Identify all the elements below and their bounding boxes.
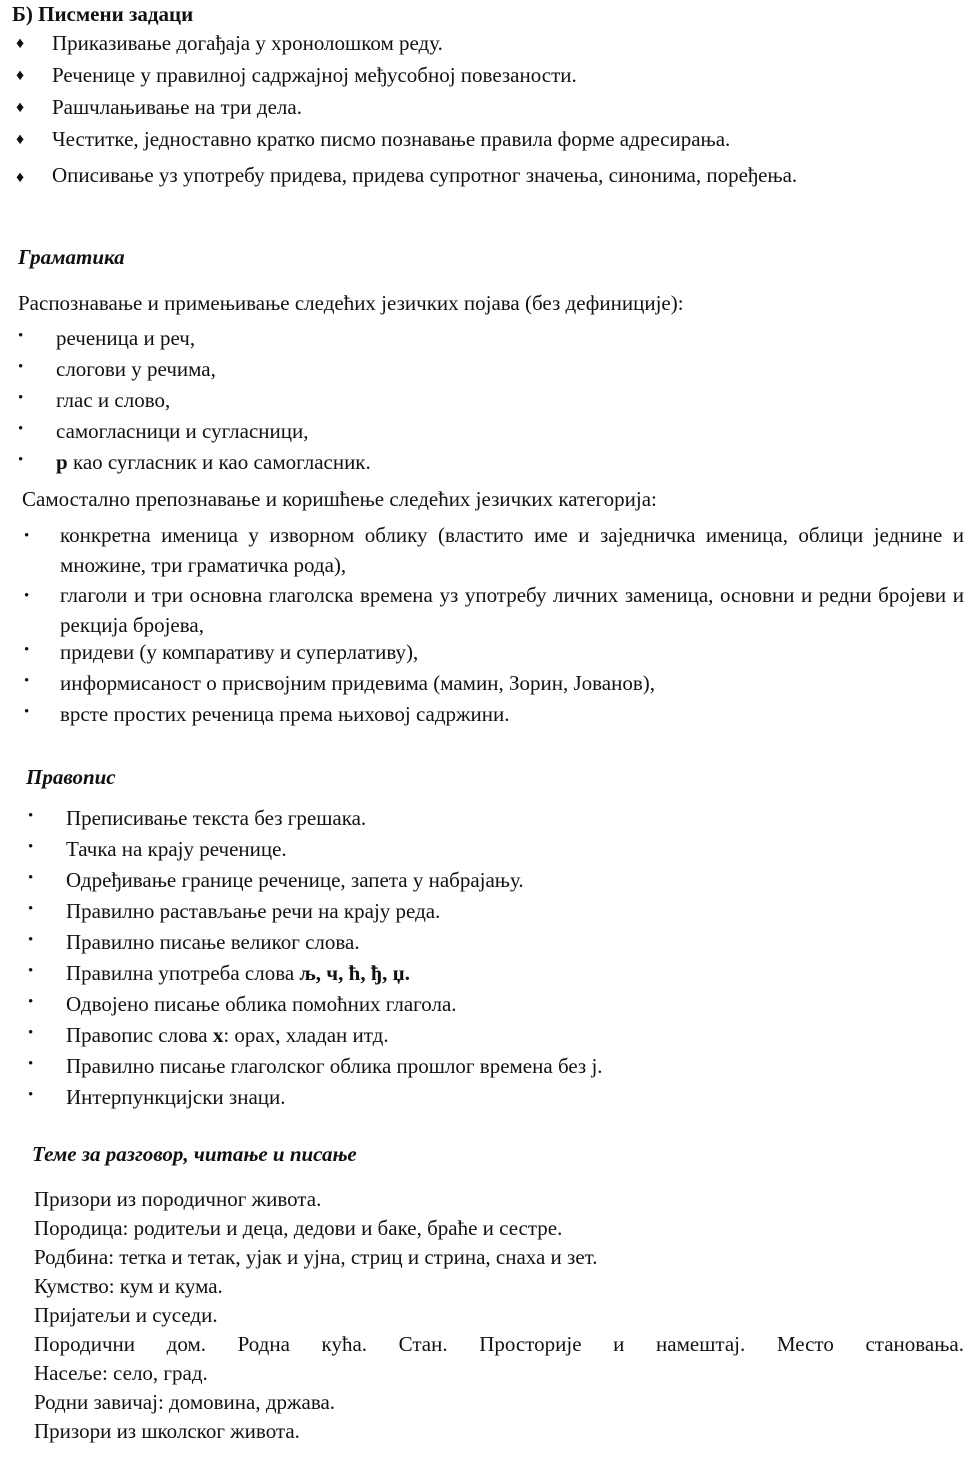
bullet-icon: • <box>28 839 34 855</box>
list-item: • врсте простих реченица према њиховој садржини. <box>24 702 510 726</box>
bullet-icon: • <box>28 963 34 979</box>
list-item: • Правилно писање великог слова. <box>28 930 360 954</box>
list-item: ♦ Рашчлањивање на три дела. <box>16 95 302 119</box>
written-tasks-heading: Б) Писмени задаци <box>12 2 194 26</box>
diamond-bullet-icon: ♦ <box>16 131 25 148</box>
topic-line: Пријатељи и суседи. <box>34 1303 218 1327</box>
topics-heading: Теме за разговор, читање и писање <box>32 1142 357 1166</box>
topics-block <box>34 1185 964 1446</box>
topic-line: Кумство: кум и кума. <box>34 1274 223 1298</box>
bullet-icon: • <box>18 390 24 406</box>
bullet-icon: • <box>24 673 30 689</box>
bullet-icon: • <box>18 359 24 375</box>
grammar-intro-2: Самостално препознавање и коришћење следећих језичких категорија: <box>22 487 657 511</box>
topic-line: Насеље: село, град. <box>34 1361 208 1385</box>
list-item: • конкретна именица у изворном облику (властито име и заједничка именица, облици једнине и множине, три граматичка рода), <box>24 523 964 577</box>
bullet-icon: • <box>18 452 24 468</box>
list-item: • Тачка на крају реченице. <box>28 837 287 861</box>
bullet-icon: • <box>24 588 30 604</box>
topic-line: Призори из школског живота. <box>34 1419 300 1443</box>
grammar-heading: Граматика <box>18 245 125 269</box>
list-item: • реченица и реч, <box>18 326 196 350</box>
grammar-list-1 <box>18 326 371 481</box>
bullet-icon: • <box>24 528 30 544</box>
orthography-list <box>28 806 603 1116</box>
list-item: • Правилна употреба слова љ, ч, ћ, ђ, џ. <box>28 961 410 985</box>
topic-line: Призори из породичног живота. <box>34 1187 322 1211</box>
bullet-icon: • <box>24 704 30 720</box>
list-item: • самогласници и сугласници, <box>18 419 309 443</box>
list-item: • информисаност о присвојним придевима (мамин, Зорин, Јованов), <box>24 671 655 695</box>
bullet-icon: • <box>28 1025 34 1041</box>
bullet-icon: • <box>24 642 30 658</box>
bullet-icon: • <box>28 994 34 1010</box>
bullet-icon: • <box>18 421 24 437</box>
list-item: • Правопис слова х: орах, хладан итд. <box>28 1023 389 1047</box>
bullet-icon: • <box>28 932 34 948</box>
list-item: ♦ Описивање уз употребу придева, придева супротног значења, синонима, поређења. <box>16 159 956 191</box>
bullet-icon: • <box>28 870 34 886</box>
topic-line: Родбина: тетка и тетак, ујак и ујна, стриц и стрина, снаха и зет. <box>34 1245 598 1269</box>
diamond-bullet-icon: ♦ <box>16 99 25 116</box>
list-item: ♦ Реченице у правилној садржајној међусобној повезаности. <box>16 63 577 87</box>
orthography-heading: Правопис <box>26 765 116 789</box>
list-item: • р као сугласник и као самогласник. <box>18 450 371 474</box>
bullet-icon: • <box>28 1087 34 1103</box>
grammar-intro-1: Распознавање и примењивање следећих језичких појава (без дефиниције): <box>18 291 684 315</box>
diamond-bullet-icon: ♦ <box>16 67 25 84</box>
list-item: • глас и слово, <box>18 388 171 412</box>
bullet-icon: • <box>28 901 34 917</box>
list-item: • глаголи и три основна глаголска времена уз употребу личних заменица, основни и редни бројеви и рекција бројева, <box>24 583 964 637</box>
list-item: • Преписивање текста без грешака. <box>28 806 367 830</box>
list-item: • Одређивање границе реченице, запета у набрајању. <box>28 868 524 892</box>
list-item: • Интерпункцијски знаци. <box>28 1085 286 1109</box>
diamond-bullet-icon: ♦ <box>16 35 25 52</box>
bullet-icon: • <box>28 808 34 824</box>
list-item: • Одвојено писање облика помоћних глагола. <box>28 992 457 1016</box>
list-item: • слогови у речима, <box>18 357 216 381</box>
list-item: ♦ Честитке, једноставно кратко писмо познавање правила форме адресирања. <box>16 127 731 151</box>
written-tasks-list <box>16 31 956 191</box>
grammar-list-2 <box>24 520 964 733</box>
list-item: • Правилно растављање речи на крају реда. <box>28 899 441 923</box>
list-item: ♦ Приказивање догађаја у хронолошком реду. <box>16 31 443 55</box>
bullet-icon: • <box>28 1056 34 1072</box>
bullet-icon: • <box>18 328 24 344</box>
list-item: • придеви (у компаративу и суперлативу), <box>24 640 419 664</box>
list-item: • Правилно писање глаголског облика прошлог времена без ј. <box>28 1054 603 1078</box>
topic-line: Породица: родитељи и деца, дедови и баке, браће и сестре. <box>34 1216 563 1240</box>
topic-line: Породични дом. Родна кућа. Стан. Просторије и намештај. Место становања. <box>34 1332 964 1356</box>
topic-line: Родни завичај: домовина, држава. <box>34 1390 336 1414</box>
diamond-bullet-icon: ♦ <box>16 169 25 186</box>
